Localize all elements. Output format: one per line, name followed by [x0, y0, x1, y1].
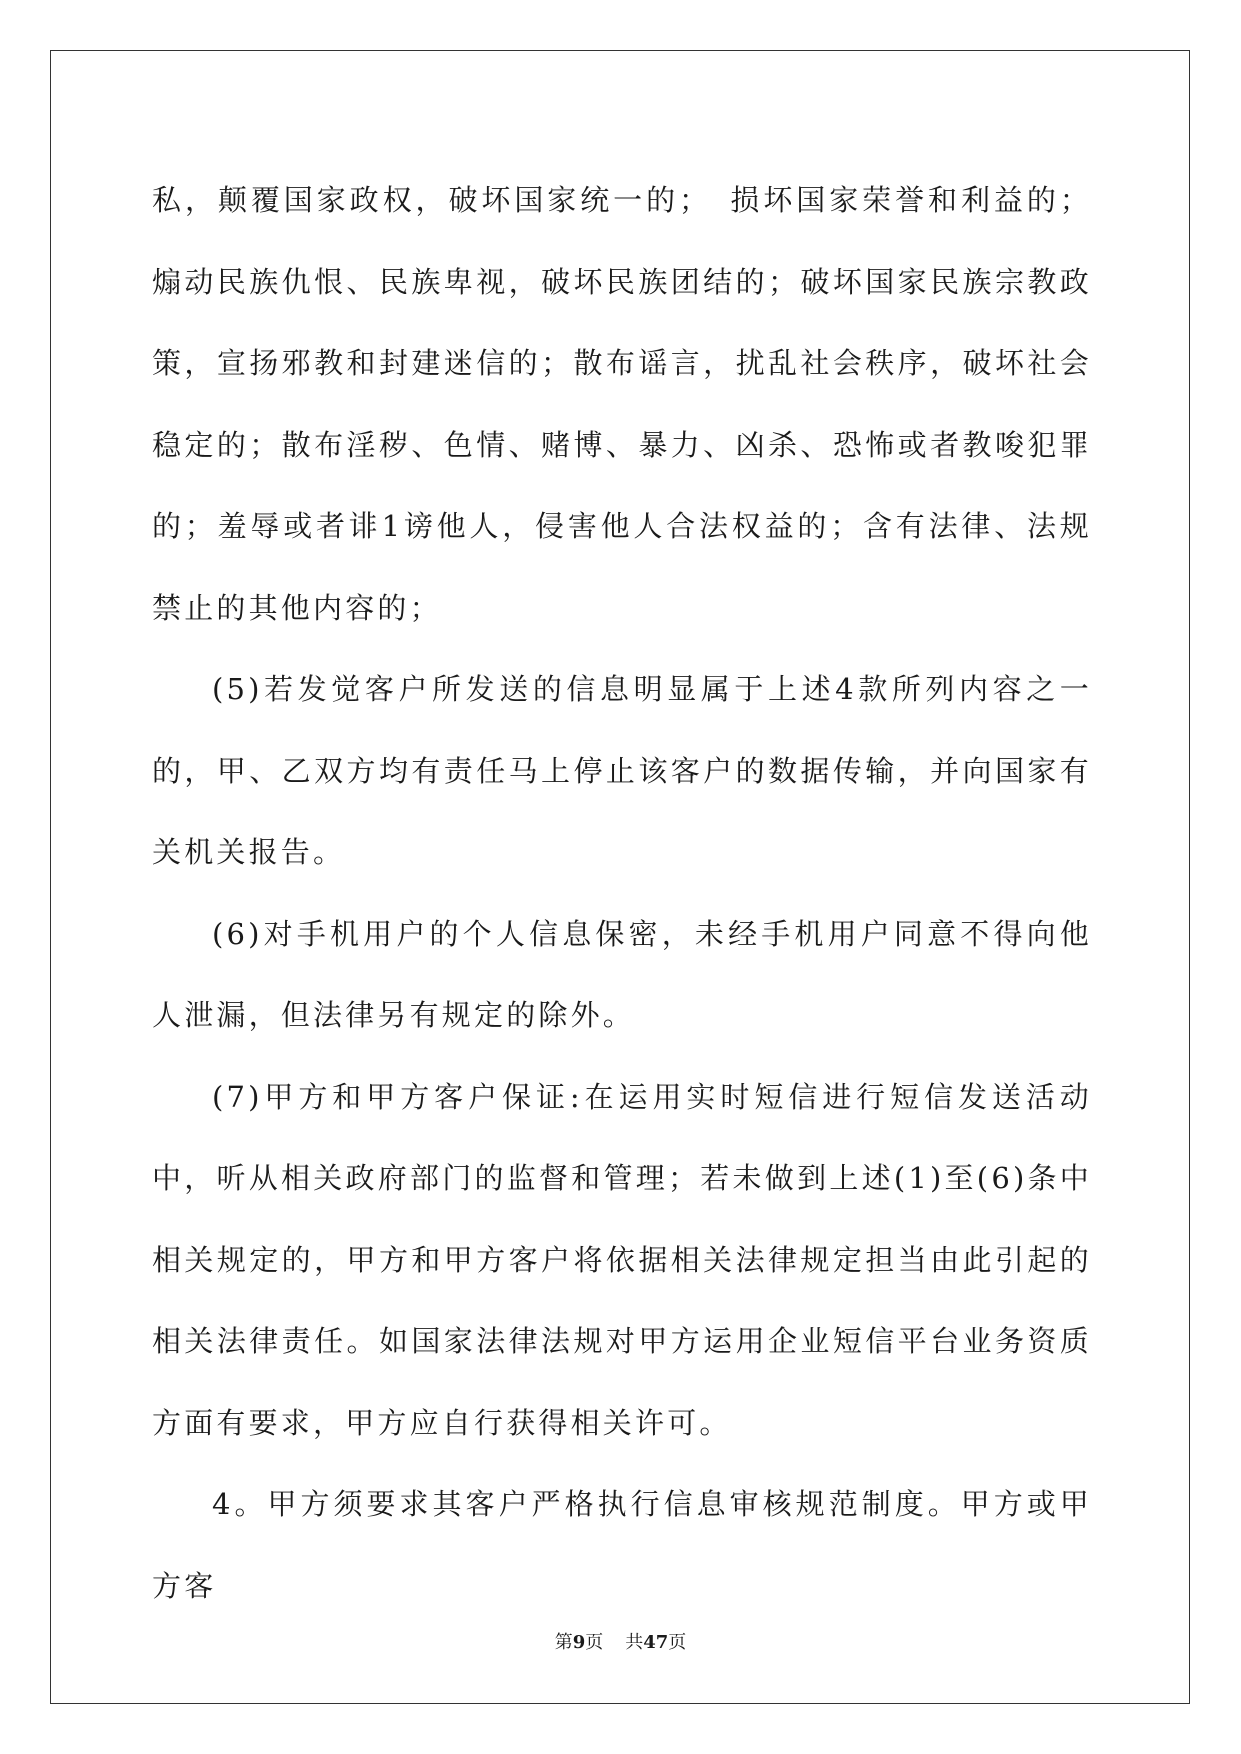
paragraph-clause-5: (5)若发觉客户所发送的信息明显属于上述4款所列内容之一的，甲、乙双方均有责任马上停止该客户的数据传输，并向国家有关机关报告。 [152, 672, 1092, 869]
page-prefix: 第 [554, 1632, 573, 1653]
paragraph-clause-6: (6)对手机用户的个人信息保密，未经手机用户同意不得向他人泄漏，但法律另有规定的除外。 [152, 916, 1092, 1032]
total-prefix: 共 [625, 1632, 644, 1653]
total-pages: 47 [643, 1632, 669, 1653]
paragraph-prohibited-content: 私，颠覆国家政权，破坏国家统一的； 损坏国家荣誉和利益的；煽动民族仇恨、民族卑视，破坏民族团结的；破坏国家民族宗教政策，宣扬邪教和封建迷信的；散布谣言，扰乱社会秩序，破坏社会稳定的；散布淫秽、色情、赌博、暴力、凶杀、恐怖或者教唆犯罪的；羞辱或者诽1谤他人，侵害他人合法权益的；含有法律、法规禁止的其他内容的； [152, 183, 1092, 625]
page-number: 9 [572, 1632, 586, 1653]
total-suffix: 页 [668, 1632, 687, 1653]
document-body [152, 160, 1092, 1627]
page-suffix: 页 [585, 1632, 604, 1653]
paragraph-item-4: 4。甲方须要求其客户严格执行信息审核规范制度。甲方或甲方客 [152, 1487, 1092, 1603]
page-footer [0, 1631, 1241, 1655]
paragraph-clause-7: (7)甲方和甲方客户保证:在运用实时短信进行短信发送活动中，听从相关政府部门的监督和管理；若未做到上述(1)至(6)条中相关规定的，甲方和甲方客户将依据相关法律规定担当由此引起的相关法律责任。如国家法律法规对甲方运用企业短信平台业务资质方面有要求，甲方应自行获得相关许可。 [152, 1079, 1092, 1440]
